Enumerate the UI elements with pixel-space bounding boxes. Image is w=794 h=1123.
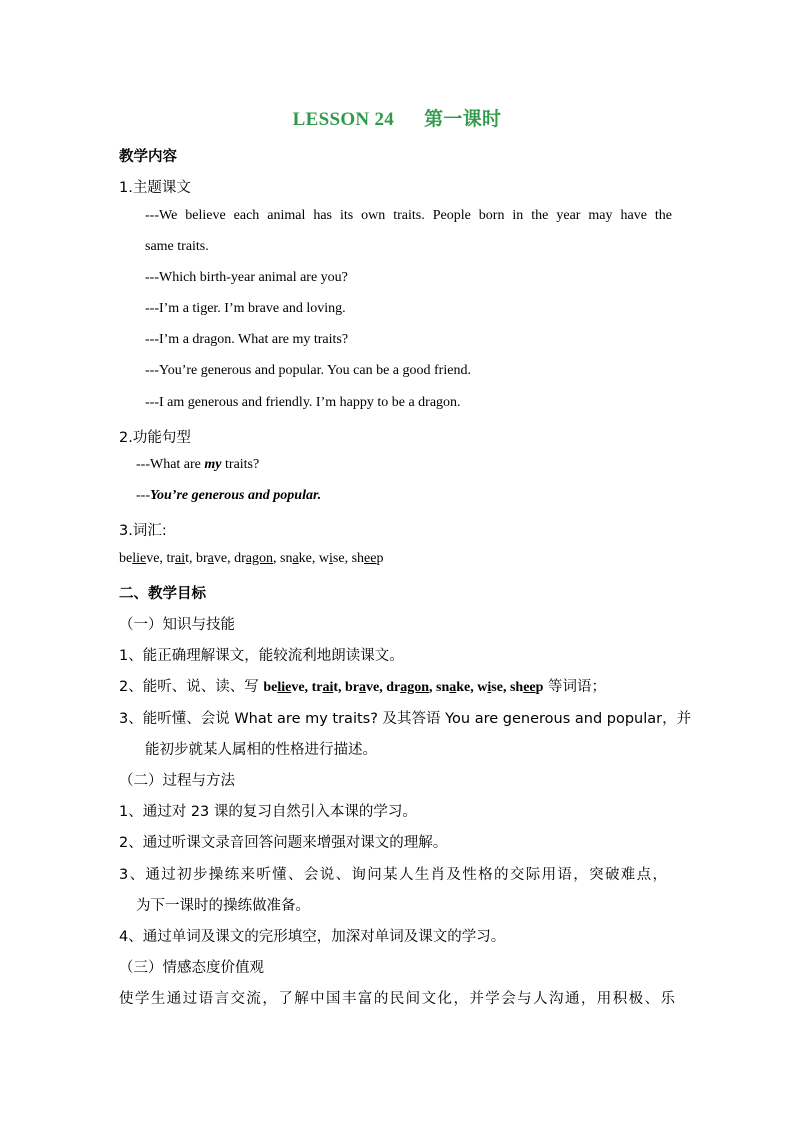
- vocab-word: [386, 680, 436, 695]
- page-title: [0, 104, 794, 131]
- vocab-word: [345, 680, 386, 695]
- vocab-word-pre: tr: [166, 551, 175, 566]
- section-heading-objectives: 二、教学目标: [119, 586, 206, 602]
- dialogue-line-2: same traits.: [145, 239, 209, 254]
- objective-item-2: [119, 675, 606, 696]
- vocab-word-pre: w: [318, 551, 330, 566]
- vocab-word-pre: dr: [386, 680, 401, 695]
- process-item-3-line-1: 3、通过初步操练来听懂、会说、询问某人生肖及性格的交际用语，突破难点，: [119, 867, 667, 883]
- dialogue-line-1: ---We believe each animal has its own traits. People born in the year may have the: [145, 208, 672, 223]
- function-question-post: traits?: [221, 457, 260, 472]
- vocab-word: [510, 680, 543, 695]
- subheading-process: （二）过程与方法: [119, 773, 235, 789]
- attitude-paragraph: 使学生通过语言交流，了解中国丰富的民间文化，并学会与人沟通，用积极、乐: [119, 991, 675, 1007]
- objective-item-2-post: 等词语；: [543, 679, 607, 695]
- process-item-4: 4、通过单词及课文的完形填空，加深对单词及课文的学习。: [119, 929, 506, 945]
- function-answer-text: You’re generous and popular.: [150, 488, 322, 503]
- subheading-attitude: （三）情感态度价值观: [119, 960, 264, 976]
- vocab-word: [196, 551, 234, 566]
- dialogue-line-5: ---I’m a dragon. What are my traits?: [145, 332, 349, 347]
- vocab-word: [436, 680, 477, 695]
- vocab-word-ul: ai: [322, 680, 334, 695]
- vocab-word-ul: agon: [400, 680, 430, 695]
- vocab-word: [119, 551, 166, 566]
- vocab-word-post: ve,: [291, 680, 312, 695]
- vocab-word: [263, 680, 311, 695]
- vocab-word-ul: a: [207, 551, 214, 566]
- objective-vocab-bold: [263, 680, 543, 695]
- vocab-word-ul: i: [487, 680, 492, 695]
- vocab-word-ul: lie: [132, 551, 147, 566]
- function-answer: [136, 488, 321, 504]
- vocab-word: [166, 551, 196, 566]
- vocab-word-post: ve,: [366, 680, 387, 695]
- vocab-word-ul: ee: [523, 680, 536, 695]
- vocab-word: [319, 551, 352, 566]
- process-item-2: 2、通过听课文录音回答问题来增强对课文的理解。: [119, 835, 448, 851]
- vocab-word-ul: a: [449, 680, 457, 695]
- function-question-emphasis: my: [204, 457, 222, 472]
- objective-item-3-line-2: 能初步就某人属相的性格进行描述。: [145, 742, 377, 758]
- function-heading: 2.功能句型: [119, 430, 191, 446]
- vocab-word-ul: a: [292, 551, 299, 566]
- vocab-word: [312, 680, 345, 695]
- lesson-period: 第一课时: [424, 109, 502, 130]
- vocab-word-post: ,: [429, 680, 437, 695]
- vocab-word-pre: be: [119, 551, 133, 566]
- dialogue-line-3: ---Which birth-year animal are you?: [145, 270, 348, 285]
- vocab-word-pre: w: [477, 680, 488, 695]
- vocab-word-pre: be: [263, 680, 278, 695]
- vocab-word-pre: br: [345, 680, 360, 695]
- vocab-word: [234, 551, 280, 566]
- dialogue-line-4: ---I’m a tiger. I’m brave and loving.: [145, 301, 346, 316]
- vocab-word-pre: sh: [509, 680, 524, 695]
- vocab-word-post: ke,: [456, 680, 478, 695]
- vocab-word-ul: lie: [277, 680, 292, 695]
- function-question-pre: ---What are: [136, 457, 205, 472]
- vocab-word-pre: br: [196, 551, 208, 566]
- objective-item-1: 1、能正确理解课文，能较流利地朗读课文。: [119, 648, 404, 664]
- objective-item-3-line-1: 3、能听懂、会说 What are my traits? 及其答语 You are generous and popular，并: [119, 711, 692, 727]
- vocab-word-ul: ee: [364, 551, 377, 566]
- vocab-word-pre: sn: [280, 551, 293, 566]
- vocab-word-post: p: [376, 551, 384, 566]
- process-item-3-line-2: 为下一课时的操练做准备。: [136, 898, 310, 914]
- vocab-word-post: ,: [273, 551, 280, 566]
- vocab-word: [477, 680, 510, 695]
- lesson-number: LESSON 24: [292, 109, 395, 130]
- vocab-word-ul: agon: [245, 551, 273, 566]
- vocab-word-pre: dr: [234, 551, 246, 566]
- text-heading: 1.主题课文: [119, 180, 191, 196]
- objective-item-2-pre: 2、能听、说、读、写: [119, 679, 264, 695]
- subheading-knowledge: （一）知识与技能: [119, 617, 235, 633]
- vocab-word-ul: ai: [175, 551, 186, 566]
- vocab-word-post: p: [535, 680, 544, 695]
- vocab-word-pre: tr: [311, 680, 323, 695]
- vocab-word-post: se,: [491, 680, 510, 695]
- vocab-word-post: ke,: [298, 551, 319, 566]
- process-item-1: 1、通过对 23 课的复习自然引入本课的学习。: [119, 804, 417, 820]
- vocab-word-pre: sh: [351, 551, 365, 566]
- vocab-word: [280, 551, 319, 566]
- section-heading-content: 教学内容: [119, 149, 177, 165]
- vocab-word-post: ve,: [213, 551, 235, 566]
- vocab-word-post: t,: [333, 680, 346, 695]
- function-question: [136, 457, 259, 473]
- function-answer-dash: ---: [136, 488, 150, 503]
- dialogue-line-6: ---You’re generous and popular. You can be a good friend.: [145, 363, 471, 378]
- vocab-word-ul: a: [359, 680, 367, 695]
- vocab-word-ul: i: [329, 551, 333, 566]
- vocab-heading: 3.词汇:: [119, 523, 167, 539]
- vocab-list: [119, 551, 383, 567]
- vocab-word-post: ve,: [146, 551, 167, 566]
- dialogue-line-7: ---I am generous and friendly. I’m happy to be a dragon.: [145, 395, 461, 410]
- vocab-word-post: se,: [332, 551, 352, 566]
- vocab-word-post: t,: [185, 551, 196, 566]
- vocab-word: [352, 551, 384, 566]
- vocab-word-pre: sn: [436, 680, 450, 695]
